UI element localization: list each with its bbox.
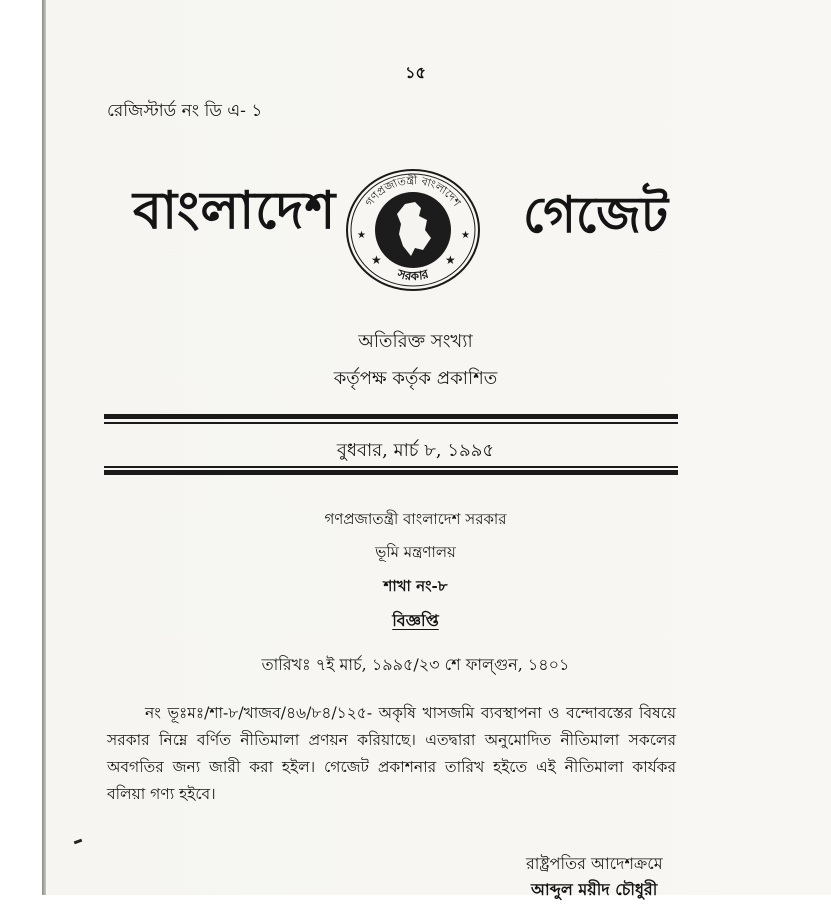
issue-date: বুধবার, মার্চ ৮, ১৯৯৫ [336, 440, 495, 461]
star-icon: ★ [371, 253, 382, 267]
publisher-label: কর্তৃপক্ষ কর্তৃক প্রকাশিত [333, 368, 498, 389]
divider-rule [104, 470, 678, 475]
notice-heading [0, 608, 831, 635]
seal-top-text: গণপ্রজাতন্ত্রী বাংলাদেশ [362, 173, 464, 209]
ministry-name: ভূমি মন্ত্রণালয় [375, 543, 456, 561]
scan-mark [74, 839, 83, 845]
star-icon: ★ [461, 230, 470, 241]
masthead-title-right: গেজেট [523, 185, 669, 244]
notice-body: নং ভূঃমঃ/শা-৮/খাজব/৪৬/৮৪/১২৫- অকৃষি খাসজমি ব্যবস্থাপনা ও বন্দোবস্তের বিষয়ে সরকার নিম্নে বর্ণিত নীতিমালা প্রণয়ন করিয়াছে। এতদ্বারা অনুমোদিত নীতিমালা সকলের অবগতির জন্য জারী করা হইল। গেজেট প্রকাশনার তারিখ হইতে এই নীতিমালা কার্যকর বলিয়া গণ্য হইবে। [107, 704, 676, 803]
svg-text:সরকার [395, 266, 431, 283]
star-icon: ★ [445, 253, 456, 267]
branch-number: শাখা নং-৮ [383, 577, 448, 595]
notice-heading-text: বিজ্ঞপ্তি [392, 611, 439, 630]
star-icon: ★ [357, 230, 366, 241]
notice-date: তারিখঃ ৭ই মার্চ, ১৯৯৫/২৩ শে ফাল্গুন, ১৪০১ [261, 655, 570, 674]
masthead-title-left: বাংলাদেশ [133, 180, 337, 241]
signature-order: রাষ্ট্রপতির আদেশক্রমে [526, 854, 663, 873]
registration-number: রেজিস্টার্ড নং ডি এ- ১ [107, 101, 263, 121]
government-seal [341, 168, 485, 292]
seal-bottom-text: সরকার [395, 266, 431, 284]
signatory-name: আব্দুল ময়ীদ চৌধুরী [531, 880, 658, 899]
divider-rule [104, 414, 678, 419]
extraordinary-issue-label: অতিরিক্ত সংখ্যা [358, 331, 473, 352]
divider-rule [104, 422, 678, 424]
divider-rule [104, 466, 678, 468]
government-name: গণপ্রজাতন্ত্রী বাংলাদেশ সরকার [324, 510, 507, 528]
page-number: ১৫ [405, 63, 426, 82]
